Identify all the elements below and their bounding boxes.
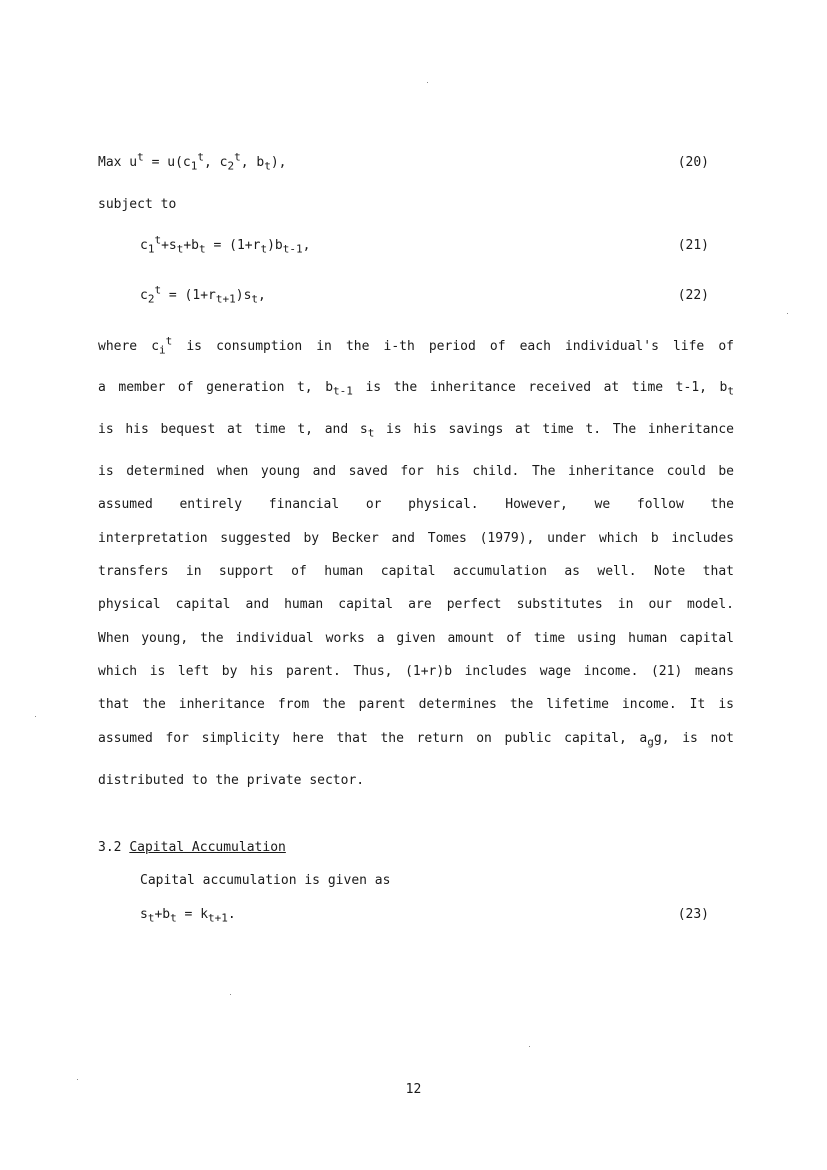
equation-22 [140, 283, 266, 306]
paragraph-line-1 [98, 334, 734, 357]
eq21-s: +s [161, 238, 177, 253]
eq20-c2-sup: t [234, 150, 241, 164]
eq22-c: c [140, 288, 148, 303]
p-l3-b: is his savings at time t. The inheritance [374, 422, 734, 437]
eq22-end: , [258, 288, 266, 303]
equation-21-number: (21) [677, 238, 709, 253]
eq22-mid: = (1+r [161, 288, 216, 303]
paragraph-line-2 [98, 380, 734, 396]
paragraph-line-4: is determined when young and saved for his child. The inheritance could be [98, 464, 734, 479]
eq20-b-sub: t [264, 159, 271, 173]
p-l1-sup: t [165, 334, 173, 348]
subject-to-text: subject to [98, 197, 177, 212]
eq22-s-sub: t [251, 292, 259, 306]
eq23-b-sub: t [170, 911, 177, 925]
equation-23-number: (23) [677, 907, 709, 922]
paragraph-line-11: that the inheritance from the parent determines the lifetime income. It is [98, 697, 734, 712]
eq21-c: c [140, 238, 148, 253]
p-l2-sub2: t [727, 384, 735, 398]
section-heading [98, 840, 286, 856]
scan-speck [230, 994, 231, 995]
eq23-k-sub: t+1 [208, 911, 228, 925]
p-l3-sub: t [367, 426, 375, 440]
eq21-c-sup: t [154, 233, 162, 247]
eq23-b: +b [154, 907, 171, 922]
p-l12-b: g, is not [653, 731, 734, 746]
scan-speck [427, 82, 428, 83]
eq21-r-sub: t [260, 242, 268, 256]
scan-speck [787, 313, 788, 314]
scan-speck [77, 1079, 78, 1080]
eq20-sep2: , b [240, 155, 265, 170]
eq22-c-sup: t [154, 283, 162, 297]
eq21-after: )b [267, 238, 283, 253]
eq21-c-sub: 1 [147, 242, 155, 256]
scan-speck [35, 716, 36, 717]
paragraph-line-3 [98, 422, 734, 438]
eq20-c1-sup: t [197, 150, 204, 164]
eq23-mid: = k [176, 907, 209, 922]
paragraph-line-9: When young, the individual works a given amount of time using human capital [98, 631, 734, 646]
p-l2-b: is the inheritance received at time t-1, b [352, 380, 728, 395]
eq21-b-sub: t [199, 242, 206, 256]
paragraph-line-8: physical capital and human capital are perfect substitutes in our model. [98, 597, 734, 612]
paragraph-line-10: which is left by his parent. Thus, (1+r)b includes wage income. (21) means [98, 664, 734, 679]
equation-20 [98, 150, 287, 173]
eq22-r-sub: t+1 [215, 292, 236, 306]
paragraph-line-13: distributed to the private sector. [98, 773, 365, 788]
scan-speck [529, 1046, 530, 1047]
p-l1-sub: i [159, 343, 166, 357]
equation-21 [140, 233, 311, 256]
p-l12-a: assumed for simplicity here that the return on public capital, a [98, 731, 648, 746]
eq20-close: ), [270, 155, 287, 170]
page-number: 12 [405, 1082, 422, 1097]
p-l1-a: where c [98, 339, 160, 354]
p-l2-a: a member of generation t, b [98, 380, 334, 395]
paragraph-line-5: assumed entirely financial or physical. However, we follow the [98, 497, 734, 512]
eq21-mid: = (1+r [205, 238, 261, 253]
eq21-b2-sub: t-1 [282, 242, 303, 256]
eq20-c1-sub: 1 [190, 159, 198, 173]
eq20-sep1: , c [203, 155, 228, 170]
eq23-end: . [227, 907, 236, 922]
paragraph-line-6: interpretation suggested by Becker and Tomes (1979), under which b includes [98, 531, 734, 546]
paragraph-line-7: transfers in support of human capital accumulation as well. Note that [98, 564, 734, 579]
equation-23 [140, 907, 236, 923]
eq23-s: s [140, 907, 148, 922]
eq20-rhs: = u(c [143, 155, 191, 170]
eq21-end: , [302, 238, 311, 253]
section-intro: Capital accumulation is given as [140, 873, 391, 888]
p-l12-sub: g [647, 735, 654, 749]
eq20-lhs: Max u [98, 155, 138, 170]
section-title: Capital Accumulation [129, 840, 286, 855]
p-l2-sub: t-1 [333, 384, 353, 398]
eq20-c2-sub: 2 [227, 159, 235, 173]
eq22-c-sub: 2 [147, 292, 155, 306]
eq20-sup: t [137, 150, 144, 164]
paragraph-line-12 [98, 731, 734, 747]
eq21-b: +b [183, 238, 200, 253]
p-l3-a: is his bequest at time t, and s [98, 422, 368, 437]
eq21-s-sub: t [176, 242, 184, 256]
equation-20-number: (20) [677, 155, 709, 170]
p-l1-b: is consumption in the i-th period of each individual's life of [172, 339, 734, 354]
section-number: 3.2 [98, 840, 130, 855]
eq23-s-sub: t [147, 911, 155, 925]
eq22-after: )s [235, 288, 252, 303]
equation-22-number: (22) [677, 288, 709, 303]
